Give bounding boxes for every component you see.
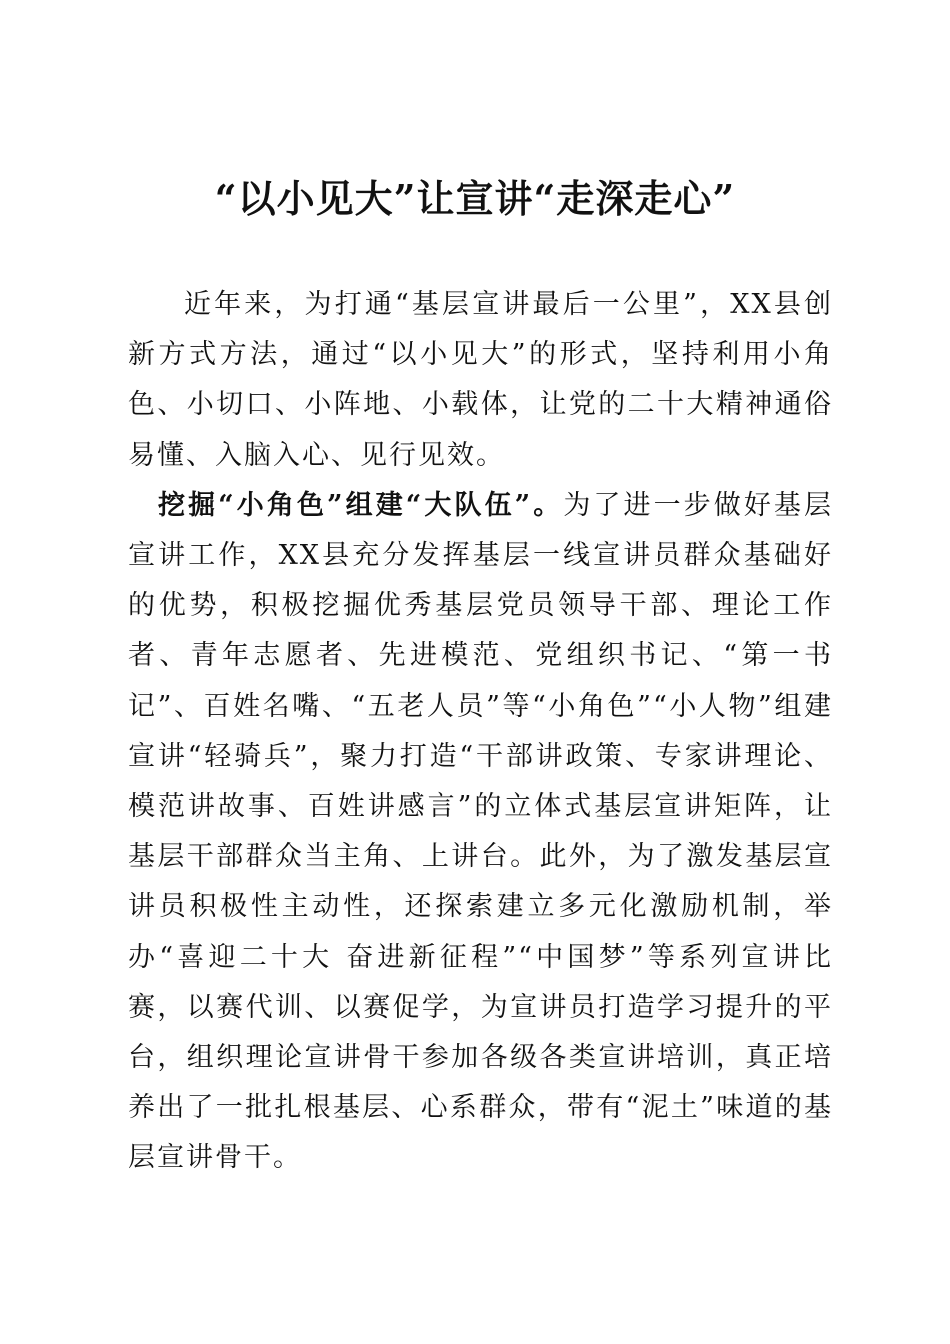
document-title: “以小见大”让宣讲“走深走心” (214, 176, 736, 221)
paragraph-text: 近年来，为打通“基层宣讲最后一公里”，XX县创新方式方法，通过“以小见大”的形式，坚持利用小角色、小切口、小阵地、小载体，让党的二十大精神通俗易懂、入脑入心、见行见效。 (128, 289, 833, 471)
section-heading: 挖掘“小角色”组建“大队伍”。 (158, 489, 564, 521)
paragraph-section-1 (128, 481, 833, 1184)
paragraph-text: 为了进一步做好基层宣讲工作，XX县充分发挥基层一线宣讲员群众基础好的优势，积极挖掘优秀基层党员领导干部、理论工作者、青年志愿者、先进模范、党组织书记、“第一书记”、百姓名嘴、“五老人员”等“小角色”“小人物”组建宣讲“轻骑兵”，聚力打造“干部讲政策、专家讲理论、模范讲故事、百姓讲感言”的立体式基层宣讲矩阵，让基层干部群众当主角、上讲台。此外，为了激发基层宣讲员积极性主动性，还探索建立多元化激励机制，举办“喜迎二十大 奋进新征程”“中国梦”等系列宣讲比赛，以赛代训、以赛促学，为宣讲员打造学习提升的平台，组织理论宣讲骨干参加各级各类宣讲培训，真正培养出了一批扎根基层、心系群众，带有“泥土”味道的基层宣讲骨干。 (128, 489, 833, 1174)
document-body (128, 280, 833, 1184)
paragraph-intro (128, 280, 833, 481)
